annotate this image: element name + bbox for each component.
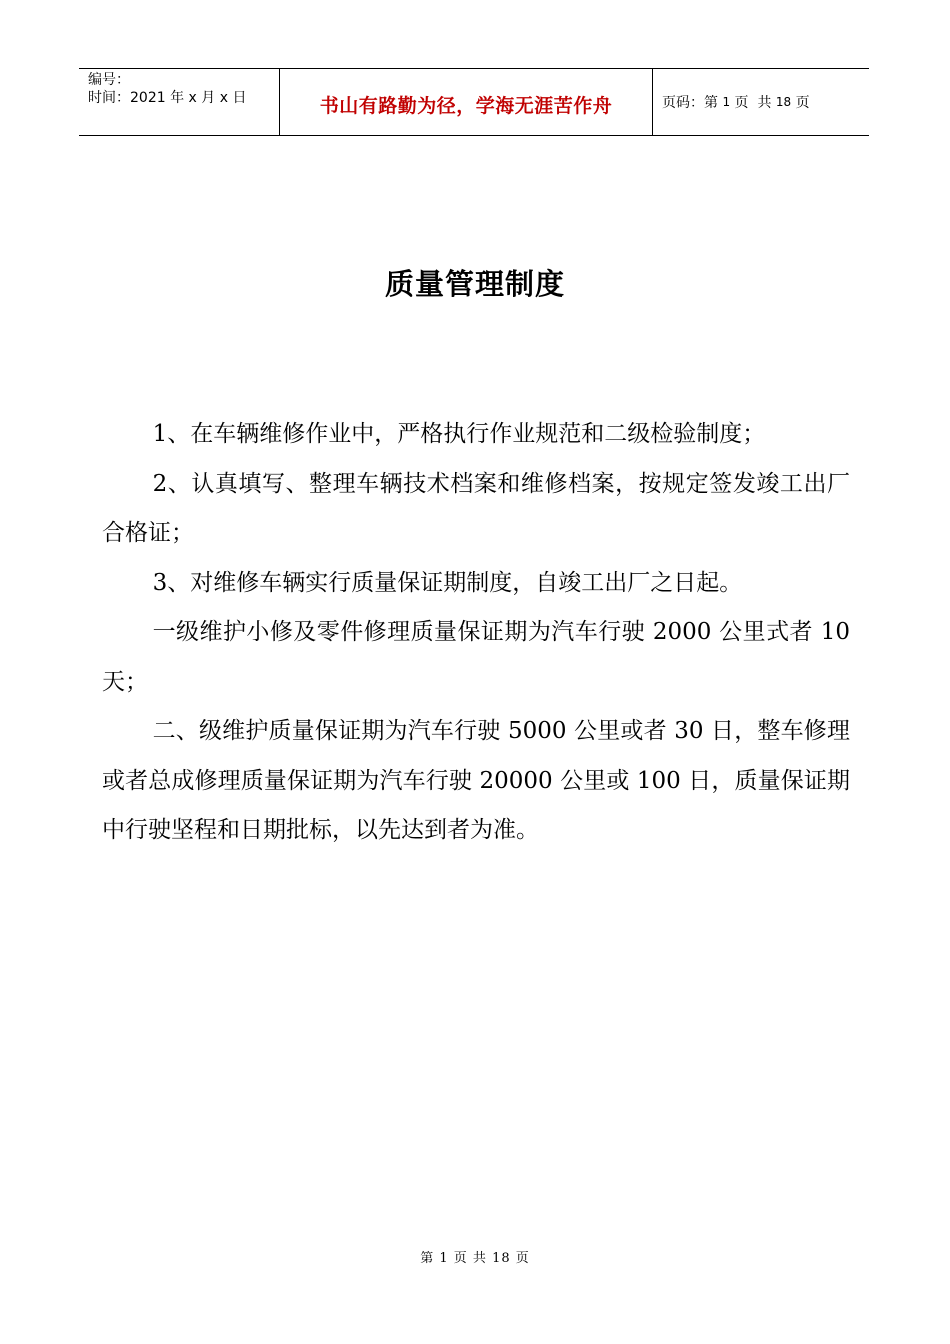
- header-motto-cell: [280, 69, 653, 135]
- time-label: 时间：2021 年 x 月 x 日: [88, 90, 247, 106]
- serial-number-label: 编号：: [88, 72, 130, 88]
- paragraph-5: 二、级维护质量保证期为汽车行驶 5000 公里或者 30 日，整车修理或者总成修理质量保证期为汽车行驶 20000 公里或 100 日，质量保证期中行驶坚程和日期批标，以先达到者为准。: [102, 718, 850, 843]
- page-middle: 页 共: [730, 95, 776, 111]
- header-table: [79, 68, 869, 136]
- motto-text: 书山有路勤为径，学海无涯苦作舟: [319, 94, 613, 117]
- footer-current: 1: [439, 1251, 449, 1266]
- document-title: 质量管理制度: [384, 267, 565, 301]
- paragraph-4: 一级维护小修及零件修理质量保证期为汽车行驶 2000 公里式者 10 天；: [102, 619, 850, 695]
- paragraph-1: 1、在车辆维修作业中，严格执行作业规范和二级检验制度；: [152, 421, 766, 447]
- footer-suffix: 页: [510, 1251, 530, 1266]
- page-suffix: 页: [791, 95, 810, 111]
- page-footer: [0, 1247, 950, 1266]
- footer-middle: 页 共: [448, 1251, 493, 1266]
- paragraph-3: 3、对维修车辆实行质量保证期制度，自竣工出厂之日起。: [152, 569, 743, 596]
- page-current: 1: [722, 95, 731, 109]
- document-body: [102, 410, 850, 856]
- paragraph-2: 2、认真填写、整理车辆技术档案和维修档案，按规定签发竣工出厂合格证；: [102, 470, 850, 546]
- page-prefix: 页码：第: [662, 95, 723, 111]
- page-total: 18: [775, 95, 792, 109]
- footer-total: 18: [492, 1251, 511, 1266]
- header-info-cell: [79, 69, 280, 135]
- footer-prefix: 第: [420, 1251, 440, 1266]
- header-page-cell: [653, 69, 869, 135]
